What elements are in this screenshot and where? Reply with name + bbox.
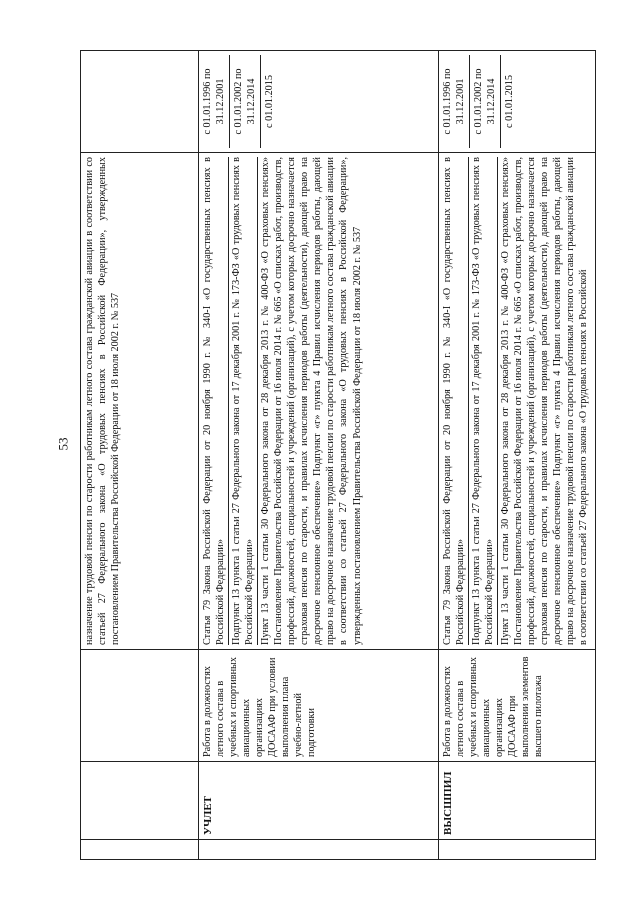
empty-cell <box>199 840 439 860</box>
period-cell <box>81 51 199 153</box>
table-row <box>199 51 439 860</box>
page-number: 53 <box>55 437 71 451</box>
empty-cell <box>439 840 596 860</box>
pension-table <box>80 50 596 860</box>
law-cell <box>439 153 596 650</box>
period-item: с 01.01.2015 <box>264 75 276 128</box>
law-item: Статья 79 Закона Российской Федерации от 20 ноября 1990 г. № 340-I «О государственных пенсиях в Российской Федерации» <box>441 157 469 645</box>
period-item: с 01.01.1996 по 31.12.2001 <box>441 55 470 148</box>
law-item: Подпункт 13 пункта 1 статьи 27 Федерального закона от 17 декабря 2001 г. № 173-ФЗ «О трудовых пенсиях в Российской Федерации» <box>470 157 498 645</box>
document-table-wrapper <box>80 50 590 860</box>
law-item: Подпункт 13 пункта 1 статьи 27 Федерального закона от 17 декабря 2001 г. № 173-ФЗ «О трудовых пенсиях в Российской Федерации» <box>230 157 258 645</box>
table-row <box>81 51 199 860</box>
code-cell: ВЫСШПИЛ <box>439 762 596 840</box>
code-cell: УЧЛЕТ <box>199 762 439 840</box>
description-cell: Работа в должностях летного состава в учебных и спортивных авиационных организациях ДОСААФ при условии выполнения плана учебно-летной подготовки <box>199 650 439 762</box>
period-item: с 01.01.1996 по 31.12.2001 <box>201 55 230 148</box>
law-cell <box>81 153 199 650</box>
period-cell <box>439 51 596 153</box>
description-cell: Работа в должностях летного состава в учебных и спортивных авиационных организациях ДОСААФ при выполнении элементов высшего пилотажа <box>439 650 596 762</box>
empty-cell <box>81 840 199 860</box>
law-item: Пункт 13 части 1 статьи 30 Федерального закона от 28 декабря 2013 г. № 400-ФЗ «О страховых пенсиях» Постановление Правительства Российской Федерации от 16 июля 2014 г. № 665 «О списках работ, производств, профессий, должностей, специальностей и учреждений (организаций), с учетом которых досрочно назначается страховая пенсия по старости, и правилах исчисления периодов работы (деятельности), дающей право на досрочное пенсионное обеспечение» Подпункт «г» пункта 4 Правил исчисления периодов работы, дающей право на досрочное назначение трудовой пенсии по старости работникам летного состава гражданской авиации в соответствии со статьей 27 Федерального закона «О трудовых пенсиях в Российской <box>500 157 590 645</box>
period-cell <box>199 51 439 153</box>
table-row <box>439 51 596 860</box>
law-text-continuation: назначение трудовой пенсии по старости работникам летного состава гражданской авиации в соответствии со статьей 27 Федерального закона «О трудовых пенсиях в Российской Федерации», утвержденных постановлением Правительства Российской Федерации от 18 июля 2002 г. № 537 <box>84 157 122 645</box>
period-item: с 01.01.2002 по 31.12.2014 <box>472 55 501 148</box>
period-item: с 01.01.2002 по 31.12.2014 <box>232 55 261 148</box>
period-item: с 01.01.2015 <box>504 75 516 128</box>
law-item: Пункт 13 части 1 статьи 30 Федерального закона от 28 декабря 2013 г. № 400-ФЗ «О страховых пенсиях» Постановление Правительства Российской Федерации от 16 июля 2014 г. № 665 «О списках работ, производств, профессий, должностей, специальностей и учреждений (организаций), с учетом которых досрочно назначается страховая пенсия по старости, и правилах исчисления периодов работы (деятельности), дающей право на досрочное пенсионное обеспечение» Подпункт «г» пункта 4 Правил исчисления периодов работы, дающей право на досрочное назначение трудовой пенсии по старости работникам летного состава гражданской авиации в соответствии со статьей 27 Федерального закона «О трудовых пенсиях в Российской Федерации», утвержденных постановлением Правительства Российской Федерации от 18 июля 2002 г. № 537 <box>260 157 363 645</box>
empty-cell <box>81 762 199 840</box>
empty-cell <box>81 650 199 762</box>
law-item: Статья 79 Закона Российской Федерации от 20 ноября 1990 г. № 340-I «О государственных пенсиях в Российской Федерации» <box>201 157 229 645</box>
law-cell <box>199 153 439 650</box>
